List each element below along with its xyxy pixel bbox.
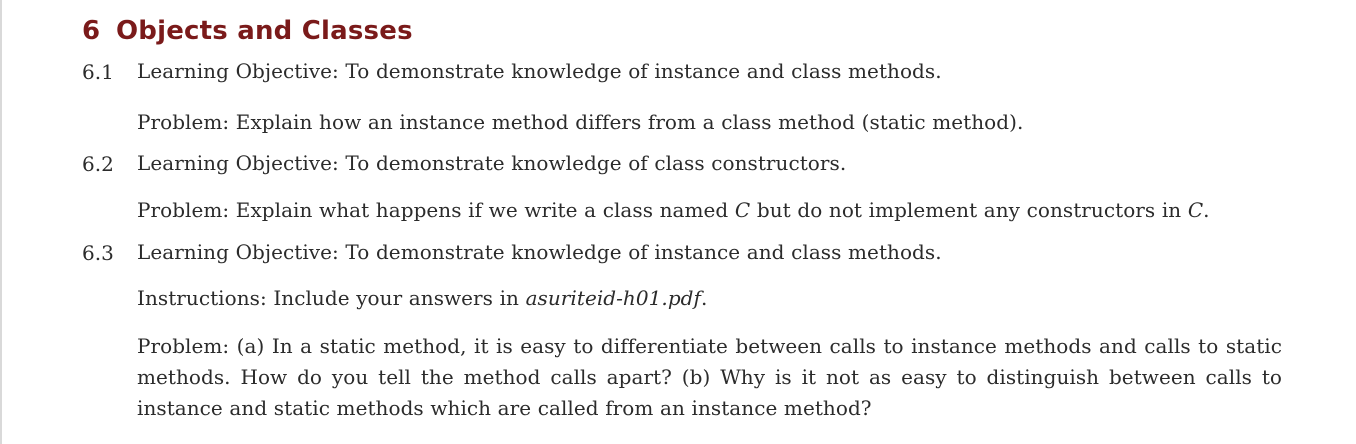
item-number: 6.2 [82,152,114,176]
item-number: 6.3 [82,241,114,265]
class-variable: C [1187,198,1204,222]
section-title: Objects and Classes [116,16,413,46]
learning-objective: Learning Objective: To demonstrate knowledge of class constructors. [137,151,847,175]
instructions-suffix: . [700,286,708,310]
instructions-text [137,283,1282,314]
learning-objective: Learning Objective: To demonstrate knowledge of instance and class methods. [137,59,942,83]
problem-text: Problem: (a) In a static method, it is easy to differentiate between calls to instance methods and calls to static methods. How do you tell the method calls apart? (b) Why is it not as easy to distinguish between calls to instance and static methods which are called from an instance method? [137,334,1282,420]
instructions-prefix: Instructions: Include your answers in [137,286,519,310]
section-number: 6 [82,16,101,46]
learning-objective: Learning Objective: To demonstrate knowledge of instance and class methods. [137,240,942,264]
problem-text-suffix: . [1203,198,1210,222]
section-heading [82,16,413,46]
problem-text-middle: but do not implement any constructors in [756,198,1182,222]
problem-text [137,195,1282,226]
class-variable: C [734,198,751,222]
problem-text-prefix: Problem: Explain what happens if we write a class named [137,198,729,222]
problem-text: Problem: Explain how an instance method differs from a class method (static method). [137,110,1024,134]
item-number: 6.1 [82,60,114,84]
answer-filename: asuriteid-h01.pdf [525,286,701,310]
